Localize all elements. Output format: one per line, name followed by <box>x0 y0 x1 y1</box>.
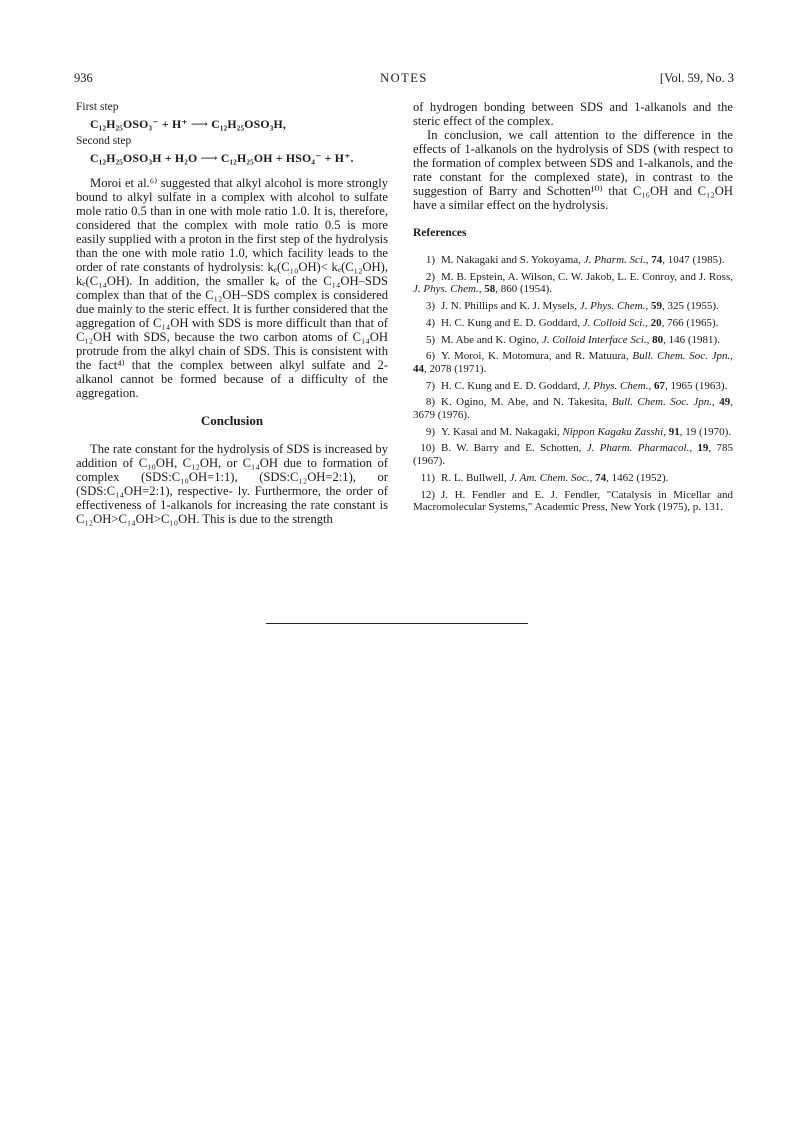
reference-separator: , <box>645 254 652 266</box>
reference-number: 3) <box>425 300 435 313</box>
discussion-paragraph: Moroi et al.⁶⁾ suggested that alkyl alcohol is more strongly bound to alkyl sulfate in a complex with alcohol to sulfate mole ratio 0.5 than in one with mole ratio 1.0. It is, therefore, considered that the complex with mole ratio 0.5 is more easily supplied with a proton in the first step of the hydrolysis than the one with mole ratio 1.0, which facility leads to the order of rate constants of hydrolysis: kₑ(C₁₀OH)< kₑ(C₁₂OH), kₑ(C₁₄OH). In addition, the smaller kₑ of the C₁₄OH–SDS complex than that of the C₁₂OH–SDS complex is considered due mainly to the steric effect. It is further considered that the aggregation of C₁₄OH with SDS is more difficult than that of C₁₂OH with SDS, because the two carbon atoms of C₁₄OH protrude from the alkyl chain of SDS. This is consistent with the fact⁴⁾ that the complex between alkyl sulfate and 2-alkanol cannot be formed because of a difficulty of the aggregation. <box>76 176 388 400</box>
reference-authors: M. B. Epstein, A. Wilson, C. W. Jakob, L. E. Conroy, and J. Ross, <box>441 270 733 283</box>
conclusion-heading: Conclusion <box>200 413 264 428</box>
reference-pages-year: , 766 (1965). <box>661 316 719 329</box>
reference-separator: , <box>645 316 651 329</box>
reference-item <box>413 254 733 267</box>
equation-first-step <box>90 117 388 131</box>
volume-info: [Vol. 59, No. 3 <box>659 71 734 85</box>
reference-authors: J. N. Phillips and K. J. Mysels, <box>441 300 580 313</box>
reference-authors: H. C. Kung and E. D. Goddard, <box>441 379 583 392</box>
reference-pages-year: , 1047 (1985). <box>662 254 725 266</box>
equation-reactants: C₁₂H₂₅OSO₃⁻ + H⁺ <box>90 117 188 131</box>
reference-journal: J. Pharm. Sci. <box>583 254 646 266</box>
reference-pages-year: , 785 (1967). <box>413 442 734 468</box>
reference-journal: J. Colloid Sci. <box>582 316 646 329</box>
reference-number: 8) <box>425 396 435 409</box>
left-column <box>76 100 388 526</box>
reference-item <box>413 271 733 296</box>
reference-number: 12) <box>420 488 435 501</box>
reference-separator: , <box>712 396 720 409</box>
reference-item <box>413 350 733 375</box>
reference-journal: J. Colloid Interface Sci. <box>541 333 647 346</box>
reference-authors: J. H. Fendler and E. J. Fendler, "Catalysis in Micellar and Macromolecular Systems," Academic Press, New York (1975), p. 131. <box>413 488 733 514</box>
reference-separator: , <box>648 379 654 392</box>
reference-separator: , <box>645 300 651 313</box>
reference-separator: , <box>689 442 698 455</box>
reaction-arrow: ⟶ <box>200 151 218 165</box>
references-heading: References <box>413 227 467 239</box>
section-title: NOTES <box>380 71 428 85</box>
first-step-label: First step <box>76 101 119 113</box>
reference-volume: 80 <box>652 333 664 346</box>
reference-journal: Nippon Kagaku Zasshi <box>562 425 664 438</box>
reference-item <box>413 300 733 313</box>
reference-item <box>413 396 733 421</box>
end-rule <box>266 623 528 624</box>
reference-volume: 74 <box>595 471 607 484</box>
reference-pages-year: , 1462 (1952). <box>606 471 669 484</box>
reference-pages-year: , 1965 (1963). <box>664 379 728 392</box>
reference-volume: 58 <box>484 283 496 296</box>
reference-volume: 74 <box>651 254 663 266</box>
second-step-label: Second step <box>76 135 132 147</box>
reference-volume: 59 <box>650 300 662 313</box>
reference-journal: J. Phys. Chem. <box>413 283 479 296</box>
reference-volume: 44 <box>413 362 424 375</box>
reference-pages-year: , 2078 (1971). <box>424 362 487 375</box>
reference-item <box>413 426 733 439</box>
reference-pages-year: , 860 (1954). <box>495 283 553 296</box>
equation-products: C₁₂H₂₅OH + HSO₄⁻ + H⁺. <box>220 151 354 165</box>
reference-separator: , <box>663 425 669 438</box>
reference-number: 11) <box>420 471 435 484</box>
page-header <box>74 71 734 89</box>
reference-item <box>413 472 733 485</box>
right-column <box>413 100 733 518</box>
reference-authors: Y. Kasai and M. Nakagaki, <box>441 425 563 438</box>
reference-item <box>413 334 733 347</box>
equation-products: C₁₂H₂₅OSO₃H, <box>211 117 287 131</box>
conclusion-paragraph: The rate constant for the hydrolysis of SDS is increased by addition of C₁₀OH, C₁₂OH, or C₁₄OH due to formation of complex (SDS:C₁₀OH=1:1), (SDS:C₁₂OH=2:1), or (SDS:C₁₄OH=2:1), respective- ly. Furthermore, the order of effectiveness of 1-alkanols for increasing the rate constant is C₁₂OH>C₁₄OH>C₁₀OH. This is due to the strength <box>76 442 388 526</box>
reference-authors: Y. Moroi, K. Motomura, and R. Matuura, <box>441 350 633 363</box>
reference-authors: K. Ogino, M. Abe, and N. Takesita, <box>441 396 612 409</box>
reference-item <box>413 442 733 467</box>
reference-pages-year: , 19 (1970). <box>679 425 732 438</box>
reference-journal: J. Phys. Chem. <box>582 379 649 392</box>
reference-number: 5) <box>425 333 435 346</box>
reference-authors: B. W. Barry and E. Schotten, <box>441 442 587 455</box>
reference-separator: , <box>730 350 733 363</box>
reference-journal: J. Am. Chem. Soc. <box>509 471 590 484</box>
reference-separator: , <box>478 283 485 296</box>
reference-volume: 19 <box>697 442 709 455</box>
reference-authors: M. Abe and K. Ogino, <box>441 333 542 346</box>
equation-second-step <box>90 151 388 165</box>
reference-journal: J. Pharm. Pharmacol. <box>586 442 690 455</box>
reference-journal: Bull. Chem. Soc. Jpn. <box>611 396 713 409</box>
reference-item <box>413 489 733 514</box>
reference-pages-year: , 3679 (1976). <box>413 396 734 422</box>
reference-authors: M. Nakagaki and S. Yokoyama, <box>441 254 584 266</box>
reference-journal: J. Phys. Chem. <box>579 300 646 313</box>
reference-number: 4) <box>425 316 435 329</box>
reference-number: 7) <box>425 379 435 392</box>
reference-pages-year: , 146 (1981). <box>663 333 720 346</box>
reference-list <box>413 254 733 514</box>
reference-number: 1) <box>425 254 435 266</box>
reference-item <box>413 317 733 330</box>
reaction-arrow: ⟶ <box>190 117 209 131</box>
final-paragraph: In conclusion, we call attention to the difference in the effects of 1-alkanols on the hydrolysis of SDS (with respect to the formation of complex between SDS and 1-alkanols, and the rate constant for the complexed state), in contrast to the suggestion of Barry and Schotten¹⁰⁾ that C₁₆OH and C₁₂OH have a similar effect on the hydrolysis. <box>413 128 733 212</box>
reference-separator: , <box>589 471 596 484</box>
reference-number: 6) <box>425 350 435 363</box>
reference-volume: 91 <box>668 425 680 438</box>
reference-number: 9) <box>425 425 435 438</box>
reference-pages-year: , 325 (1955). <box>661 300 719 313</box>
page-number: 936 <box>74 71 93 85</box>
equation-reactants: C₁₂H₂₅OSO₃H + H₂O <box>90 151 198 165</box>
reference-authors: R. L. Bullwell, <box>441 471 510 484</box>
reference-journal: Bull. Chem. Soc. Jpn. <box>632 350 731 363</box>
reference-volume: 49 <box>719 396 731 409</box>
reference-authors: H. C. Kung and E. D. Goddard, <box>441 316 583 329</box>
reference-number: 2) <box>425 270 435 283</box>
reference-number: 10) <box>420 442 435 455</box>
reference-item <box>413 380 733 393</box>
reference-separator: , <box>646 333 653 346</box>
conclusion-continued-paragraph: of hydrogen bonding between SDS and 1-alkanols and the steric effect of the complex. <box>413 100 733 128</box>
reference-volume: 20 <box>650 316 662 329</box>
reference-volume: 67 <box>653 379 665 392</box>
